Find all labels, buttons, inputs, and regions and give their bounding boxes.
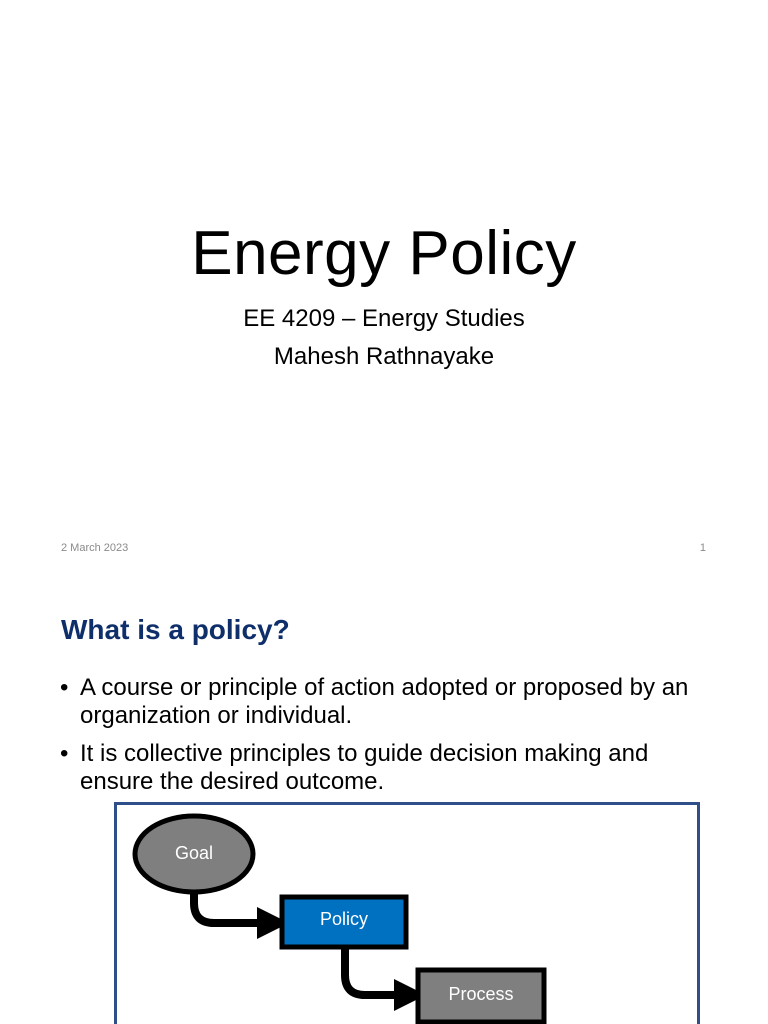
process-label: Process [448, 984, 514, 1004]
footer-page-number: 1 [699, 542, 706, 554]
footer-date: 2 March 2023 [61, 542, 129, 554]
bullet-marker: • [60, 740, 69, 767]
bullet-text: It is collective principles to guide decision making and ensure the desired outcome. [80, 740, 649, 795]
slide-title: Energy Policy [191, 219, 577, 288]
bullet-item [60, 740, 720, 796]
diagram-canvas [117, 805, 697, 1024]
slide-heading: What is a policy? [61, 614, 290, 645]
goal-label: Goal [174, 843, 214, 863]
author-subtitle: Mahesh Rathnayake [273, 343, 495, 370]
policy-label: Policy [319, 909, 368, 929]
bullet-marker: • [60, 674, 69, 701]
bullet-list [60, 674, 720, 806]
bullet-item [60, 674, 720, 730]
policy-flow-diagram [114, 802, 700, 1024]
course-subtitle: EE 4209 – Energy Studies [243, 305, 525, 332]
bullet-text: A course or principle of action adopted or proposed by an organization or individual. [80, 674, 689, 729]
content-slide [0, 580, 768, 1024]
connector-policy-process [345, 947, 414, 995]
